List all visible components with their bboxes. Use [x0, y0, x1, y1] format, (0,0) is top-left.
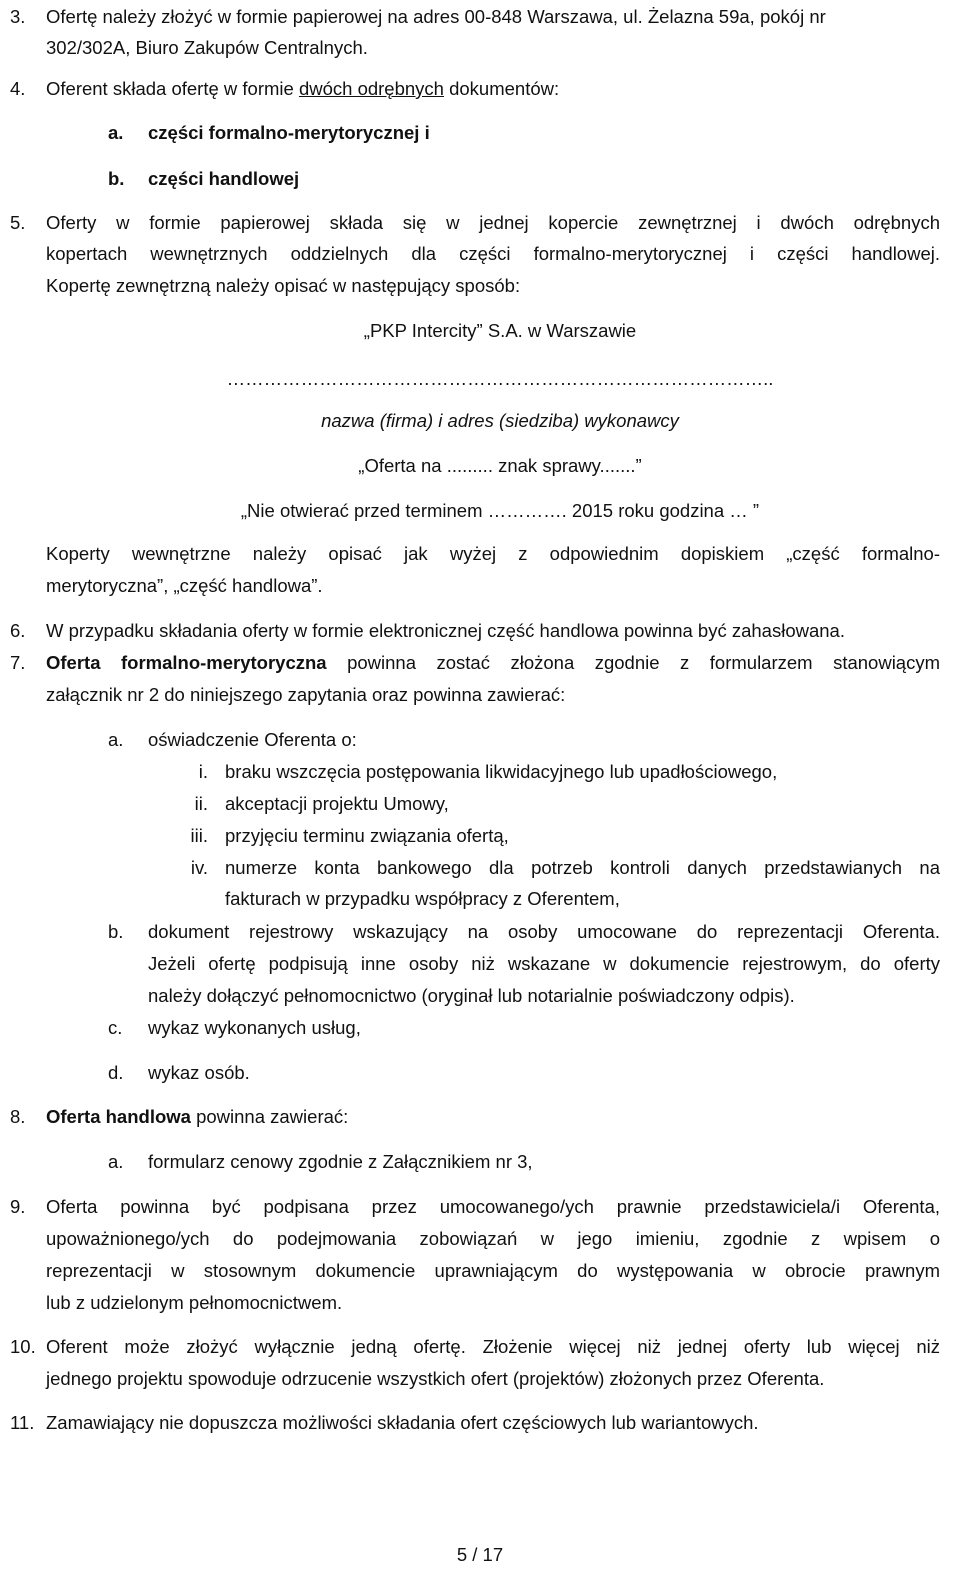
item-4a-label: a. — [108, 122, 124, 143]
item-4-underlined: dwóch odrębnych — [298, 78, 444, 99]
item-7-line-1-rest: powinna zostać złożona zgodnie z formularzem stanowiącym — [326, 652, 941, 673]
item-7a-iv-label: iv. — [190, 857, 208, 878]
item-7a-i-label: i. — [198, 761, 208, 782]
item-7b-line-1: dokument rejestrowy wskazujący na osoby umocowane do reprezentacji Oferenta. — [148, 921, 940, 942]
item-7a-iv-line-1: numerze konta bankowego dla potrzeb kontroli danych przedstawianych na — [225, 857, 940, 878]
item-7a-ii-text: akceptacji projektu Umowy, — [225, 793, 449, 814]
item-8-line — [46, 1106, 348, 1128]
item-9-line-1: Oferta powinna być podpisana przez umocowanego/ych prawnie przedstawiciela/i Oferenta, — [46, 1196, 940, 1217]
item-6-text: W przypadku składania oferty w formie elektronicznej część handlowa powinna być zahasłowana. — [46, 620, 845, 641]
envelope-line-deadline: „Nie otwierać przed terminem …………. 2015 roku godzina … ” — [240, 500, 760, 521]
item-3-number: 3. — [10, 6, 26, 27]
item-9-line-3: reprezentacji w stosownym dokumencie uprawniającym do występowania w obrocie prawnym — [46, 1260, 940, 1281]
item-8-rest: powinna zawierać: — [190, 1106, 349, 1127]
item-7-number: 7. — [10, 652, 26, 673]
item-10-line-1: Oferent może złożyć wyłącznie jedną ofertę. Złożenie więcej niż jednej oferty lub więcej niż — [46, 1336, 940, 1357]
item-6-number: 6. — [10, 620, 26, 641]
item-4-text-post: dokumentów: — [443, 78, 560, 99]
item-3-line-2: 302/302A, Biuro Zakupów Centralnych. — [46, 37, 368, 58]
item-5-line-3: Kopertę zewnętrzną należy opisać w następujący sposób: — [46, 275, 521, 296]
item-4b-label: b. — [108, 168, 125, 189]
item-7b-line-3: należy dołączyć pełnomocnictwo (oryginał lub notarialnie poświadczony odpis). — [148, 985, 795, 1006]
item-11-number: 11. — [10, 1412, 35, 1433]
item-7c-text: wykaz wykonanych usług, — [148, 1017, 361, 1038]
item-5-line-4: Koperty wewnętrzne należy opisać jak wyżej z odpowiednim dopiskiem „część formalno- — [46, 543, 940, 564]
item-7-line-1 — [46, 652, 940, 674]
item-5-line-5: merytoryczna”, „część handlowa”. — [46, 575, 323, 596]
item-8-number: 8. — [10, 1106, 26, 1127]
item-9-line-2: upoważnionego/ych do podejmowania zobowiązań w jego imieniu, zgodnie z wpisem o — [46, 1228, 940, 1249]
item-3-line-1: Ofertę należy złożyć w formie papierowej na adres 00-848 Warszawa, ul. Żelazna 59a, pokój nr — [46, 6, 826, 27]
envelope-line-dots: …………………………………………………………………………….. — [226, 368, 774, 389]
item-7a-iii-text: przyjęciu terminu związania ofertą, — [225, 825, 509, 846]
item-8a-text: formularz cenowy zgodnie z Załącznikiem nr 3, — [148, 1151, 533, 1172]
item-7c-label: c. — [108, 1017, 123, 1038]
item-4-number: 4. — [10, 78, 26, 99]
item-5-line-1: Oferty w formie papierowej składa się w jednej kopercie zewnętrznej i dwóch odrębnych — [46, 212, 940, 233]
item-7d-text: wykaz osób. — [148, 1062, 250, 1083]
item-4-line — [46, 78, 559, 100]
envelope-line-contractor: nazwa (firma) i adres (siedziba) wykonawcy — [321, 410, 679, 431]
item-11-text: Zamawiający nie dopuszcza możliwości składania ofert częściowych lub wariantowych. — [46, 1412, 759, 1433]
item-7d-label: d. — [108, 1062, 124, 1083]
page-number: 5 / 17 — [456, 1544, 504, 1565]
item-10-line-2: jednego projektu spowoduje odrzucenie wszystkich ofert (projektów) złożonych przez Oferenta. — [46, 1368, 825, 1389]
item-7a-iii-label: iii. — [190, 825, 208, 846]
item-7b-line-2: Jeżeli ofertę podpisują inne osoby niż wskazane w dokumencie rejestrowym, do oferty — [148, 953, 940, 974]
item-10-number: 10. — [10, 1336, 36, 1357]
item-9-number: 9. — [10, 1196, 26, 1217]
envelope-line-offer: „Oferta na ......... znak sprawy.......” — [358, 455, 642, 476]
item-7a-ii-label: ii. — [194, 793, 208, 814]
item-5-line-2: kopertach wewnętrznych oddzielnych dla części formalno-merytorycznej i części handlowej. — [46, 243, 940, 264]
item-7a-label: a. — [108, 729, 124, 750]
item-8-bold: Oferta handlowa — [46, 1106, 191, 1127]
item-7a-i-text: braku wszczęcia postępowania likwidacyjnego lub upadłościowego, — [225, 761, 778, 782]
item-7b-label: b. — [108, 921, 124, 942]
item-7-bold: Oferta formalno-merytoryczna — [46, 652, 327, 673]
item-4-text-pre: Oferent składa ofertę w formie — [46, 78, 299, 99]
item-4a-text: części formalno-merytorycznej i — [148, 122, 430, 143]
item-9-line-4: lub z udzielonym pełnomocnictwem. — [46, 1292, 343, 1313]
item-8a-label: a. — [108, 1151, 124, 1172]
item-7-line-2: załącznik nr 2 do niniejszego zapytania oraz powinna zawierać: — [46, 684, 566, 705]
item-7a-text: oświadczenie Oferenta o: — [148, 729, 357, 750]
item-7a-iv-line-2: fakturach w przypadku współpracy z Oferentem, — [225, 888, 620, 909]
item-4b-text: części handlowej — [148, 168, 300, 189]
item-5-number: 5. — [10, 212, 26, 233]
envelope-line-company: „PKP Intercity” S.A. w Warszawie — [363, 320, 637, 341]
